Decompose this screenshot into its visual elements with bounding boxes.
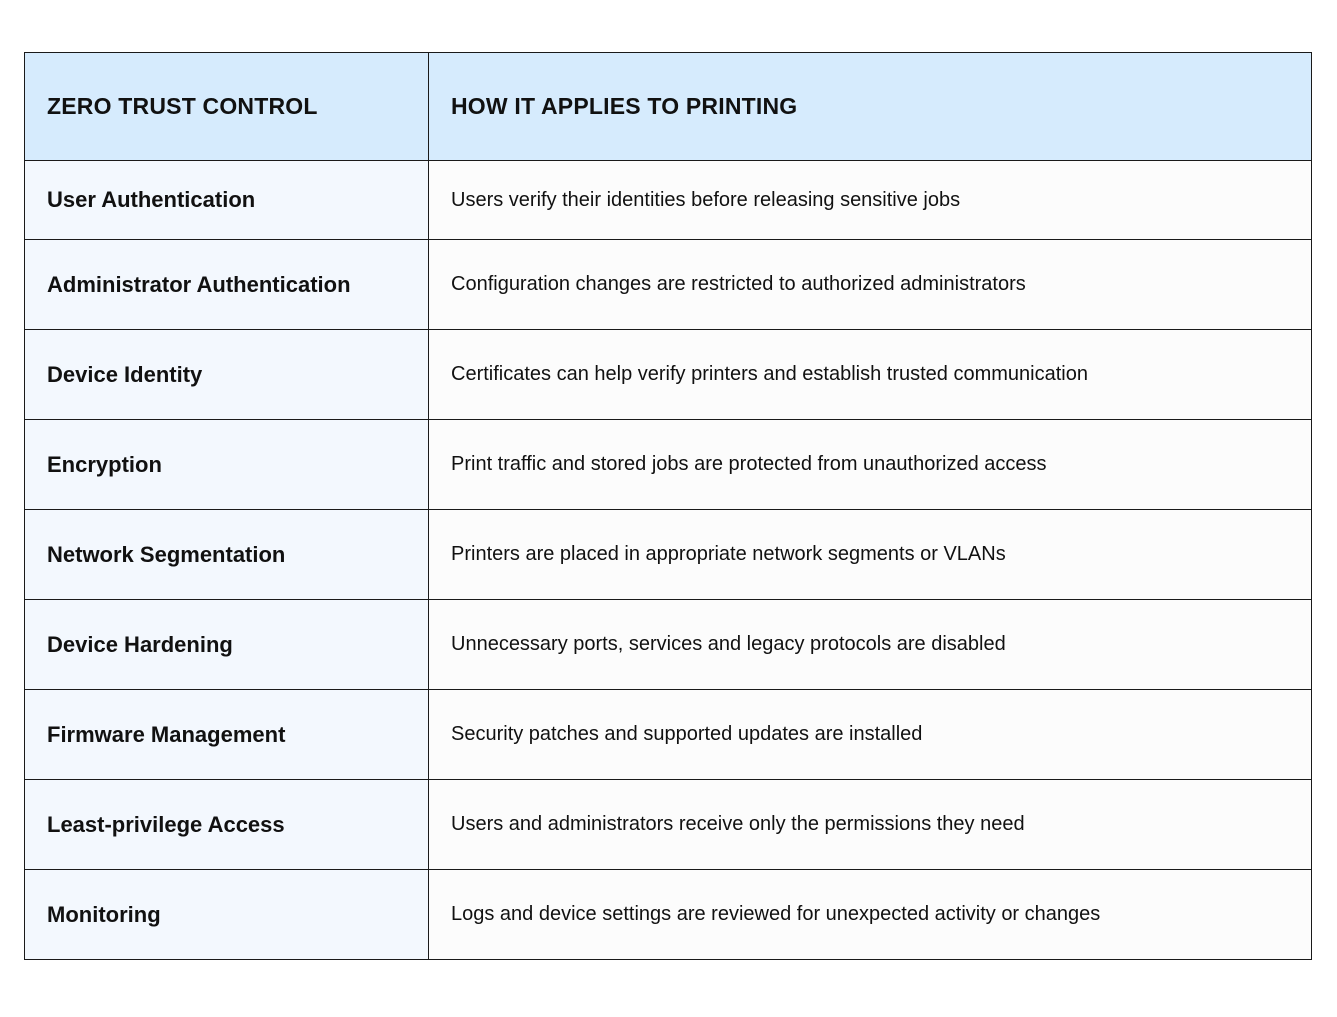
table-header [25, 53, 1312, 161]
control-cell: Device Identity [25, 330, 429, 420]
control-cell: Device Hardening [25, 600, 429, 690]
applies-cell: Certificates can help verify printers and establish trusted communication [429, 330, 1312, 420]
control-cell: Network Segmentation [25, 510, 429, 600]
applies-cell: Security patches and supported updates are installed [429, 690, 1312, 780]
applies-cell: Users and administrators receive only the permissions they need [429, 780, 1312, 870]
table-row [25, 870, 1312, 960]
table-row [25, 420, 1312, 510]
header-row [25, 53, 1312, 161]
zero-trust-table-container [24, 52, 1311, 960]
applies-cell: Printers are placed in appropriate network segments or VLANs [429, 510, 1312, 600]
applies-cell: Unnecessary ports, services and legacy protocols are disabled [429, 600, 1312, 690]
control-cell: Administrator Authentication [25, 240, 429, 330]
table-row [25, 161, 1312, 240]
applies-cell: Configuration changes are restricted to authorized administrators [429, 240, 1312, 330]
table-row [25, 330, 1312, 420]
applies-cell: Users verify their identities before releasing sensitive jobs [429, 161, 1312, 240]
table-body [25, 161, 1312, 960]
control-cell: Firmware Management [25, 690, 429, 780]
control-cell: Least-privilege Access [25, 780, 429, 870]
control-cell: Monitoring [25, 870, 429, 960]
table-row [25, 510, 1312, 600]
table-row [25, 600, 1312, 690]
control-cell: User Authentication [25, 161, 429, 240]
zero-trust-table [24, 52, 1312, 960]
applies-cell: Print traffic and stored jobs are protected from unauthorized access [429, 420, 1312, 510]
header-how-it-applies: HOW IT APPLIES TO PRINTING [429, 53, 1312, 161]
table-row [25, 780, 1312, 870]
header-zero-trust-control: ZERO TRUST CONTROL [25, 53, 429, 161]
control-cell: Encryption [25, 420, 429, 510]
applies-cell: Logs and device settings are reviewed for unexpected activity or changes [429, 870, 1312, 960]
table-row [25, 690, 1312, 780]
table-row [25, 240, 1312, 330]
